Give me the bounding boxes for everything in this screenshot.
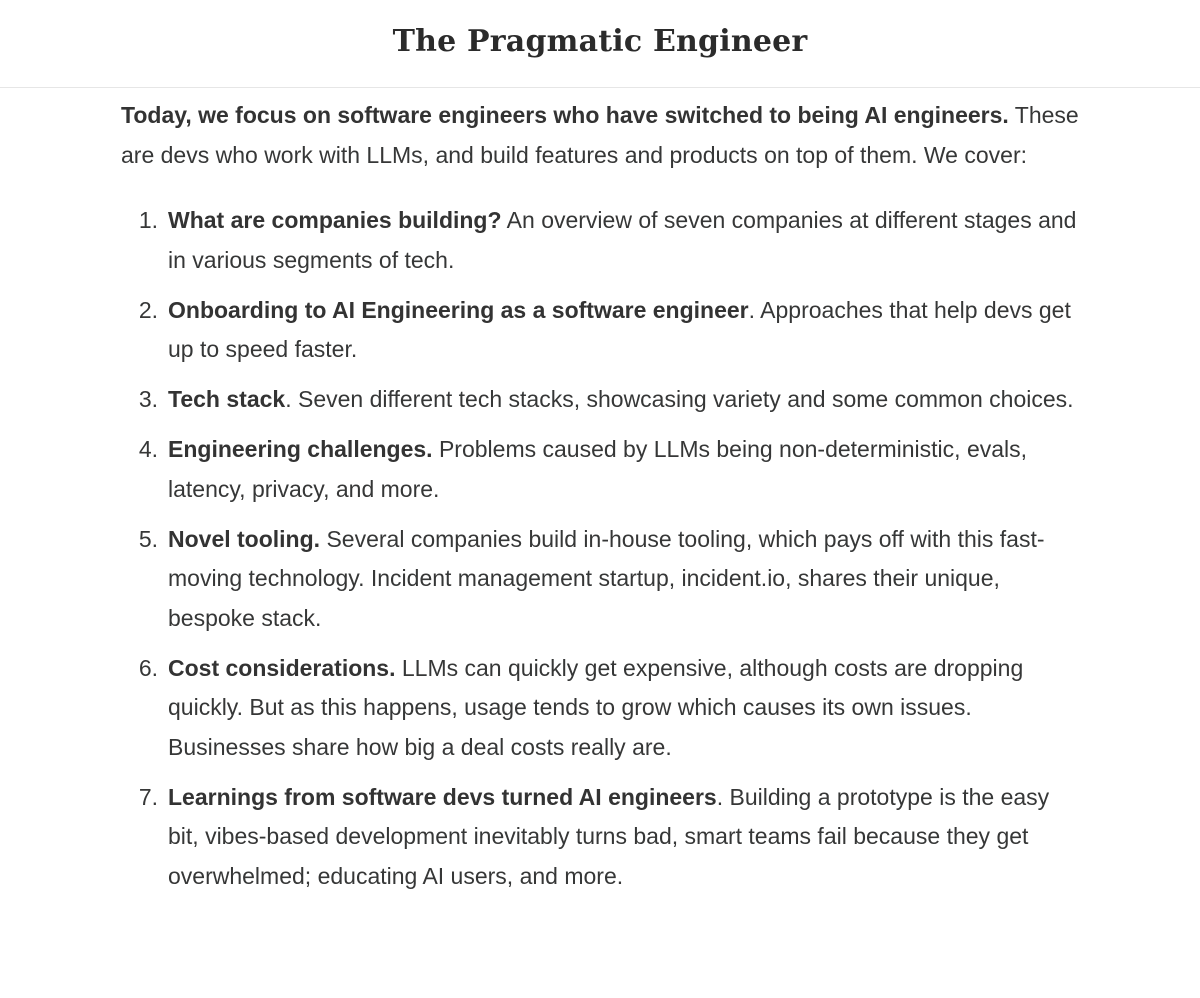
publication-header bbox=[0, 0, 1200, 88]
list-item-text: LLMs can quickly get expensive, although costs are dropping quickly. But as this happens, usage tends to grow which causes its own issues. Businesses share how big a deal costs really are. bbox=[168, 654, 1024, 760]
list-item-text: . Seven different tech stacks, showcasing variety and some common choices. bbox=[285, 386, 1074, 412]
list-item-title: Tech stack bbox=[168, 386, 286, 412]
list-item bbox=[121, 291, 1081, 370]
list-item-text: Problems caused by LLMs being non-deterministic, evals, latency, privacy, and more. bbox=[168, 436, 1028, 502]
list-item bbox=[121, 520, 1081, 639]
list-item-title: Engineering challenges. bbox=[168, 436, 433, 462]
list-item-text: An overview of seven companies at different stages and in various segments of tech. bbox=[168, 207, 1077, 273]
list-item-number: 2. bbox=[138, 296, 158, 323]
intro-bold-text: Today, we focus on software engineers who have switched to being AI engineers. bbox=[121, 102, 1009, 128]
list-item bbox=[121, 649, 1081, 768]
list-item-number: 1. bbox=[138, 207, 158, 233]
list-item-title: Cost considerations. bbox=[168, 654, 396, 681]
list-item-title: What are companies building? bbox=[168, 207, 502, 233]
topics-list bbox=[121, 201, 1081, 896]
list-item bbox=[121, 430, 1081, 509]
list-item-text: Several companies build in-house tooling, which pays off with this fast-moving technology. Incident management startup, incident.io, shares their unique, bespoke stack. bbox=[168, 525, 1045, 631]
list-item-number: 4. bbox=[138, 436, 158, 462]
list-item-text: . Approaches that help devs get up to speed faster. bbox=[168, 296, 1071, 362]
list-item-number: 7. bbox=[138, 783, 158, 810]
intro-paragraph bbox=[121, 96, 1081, 175]
list-item bbox=[121, 201, 1081, 280]
list-item-number: 5. bbox=[138, 525, 158, 552]
list-item-title: Novel tooling. bbox=[168, 525, 321, 552]
post-body bbox=[121, 96, 1081, 907]
intro-text: These are devs who work with LLMs, and build features and products on top of them. We cover: bbox=[121, 102, 1079, 168]
list-item-number: 3. bbox=[138, 386, 158, 412]
publication-title[interactable]: The Pragmatic Engineer bbox=[392, 24, 808, 59]
list-item-text: . Building a prototype is the easy bit, vibes-based development inevitably turns bad, smart teams fail because they get overwhelmed; educating AI users, and more. bbox=[168, 783, 1050, 889]
list-item bbox=[121, 778, 1081, 897]
list-item-number: 6. bbox=[138, 654, 158, 681]
list-item-title: Learnings from software devs turned AI engineers bbox=[168, 783, 717, 810]
list-item bbox=[121, 380, 1081, 420]
list-item-title: Onboarding to AI Engineering as a software engineer bbox=[168, 296, 749, 323]
